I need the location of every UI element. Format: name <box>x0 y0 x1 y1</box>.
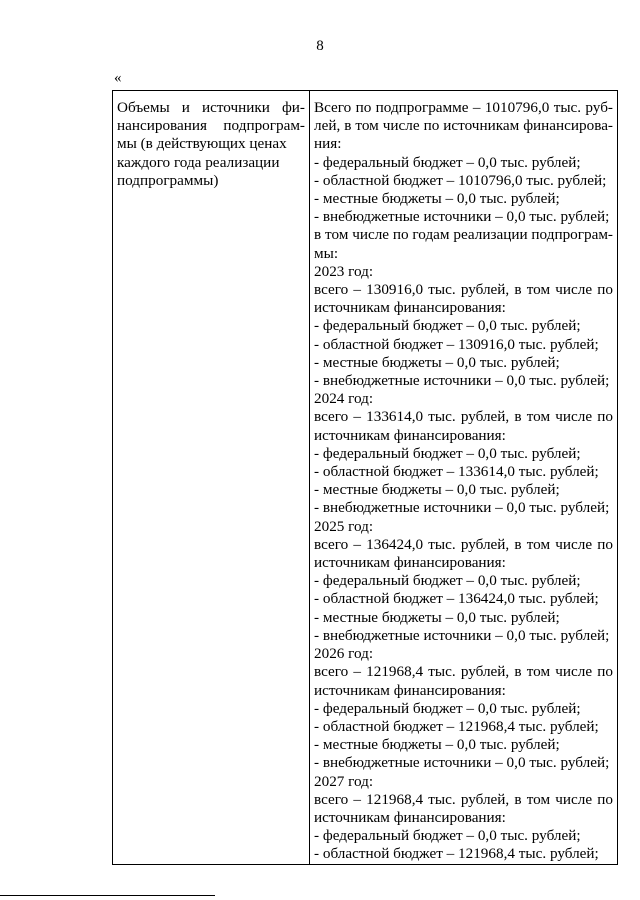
content-line: источникам финансирования: <box>314 426 506 444</box>
content-line: всего – 121968,4 тыс. рублей, в том числе по <box>314 790 613 808</box>
content-line: всего – 133614,0 тыс. рублей, в том числе по <box>314 408 613 426</box>
content-line: Всего по подпрограмме – 1010796,0 тыс. руб- <box>314 99 613 116</box>
content-line: всего – 136424,0 тыс. рублей, в том числе по <box>314 535 613 553</box>
content-line: в том числе по годам реализации подпрограм- <box>314 226 613 244</box>
content-line: - местные бюджеты – 0,0 тыс. рублей; <box>314 353 560 371</box>
content-line: - областной бюджет – 133614,0 тыс. рублей; <box>314 463 599 481</box>
table-cell-content <box>310 91 618 865</box>
content-line: - внебюджетные источники – 0,0 тыс. рублей; <box>314 372 610 390</box>
content-line: 2024 год: <box>314 390 374 408</box>
content-line: - местные бюджеты – 0,0 тыс. рублей; <box>314 608 560 626</box>
content-line: - федеральный бюджет – 0,0 тыс. рублей; <box>314 317 581 335</box>
table-row <box>113 91 618 865</box>
content-line: - федеральный бюджет – 0,0 тыс. рублей; <box>314 444 581 462</box>
content-line: - внебюджетные источники – 0,0 тыс. рублей; <box>314 626 610 644</box>
content-line: всего – 130916,0 тыс. рублей, в том числе по <box>314 281 613 299</box>
content-line: источникам финансирования: <box>314 554 506 572</box>
content-line: - внебюджетные источники – 0,0 тыс. рублей; <box>314 499 610 517</box>
content-line: 2023 год: <box>314 262 374 280</box>
content-line: - областной бюджет – 121968,4 тыс. рублей; <box>314 717 599 735</box>
content-line: - внебюджетные источники – 0,0 тыс. рублей; <box>314 754 610 772</box>
content-line: - федеральный бюджет – 0,0 тыс. рублей; <box>314 827 581 845</box>
content-line: - областной бюджет – 121968,4 тыс. рублей; <box>314 845 599 863</box>
opening-quote-mark: « <box>114 70 122 86</box>
content-line: - областной бюджет – 136424,0 тыс. рублей; <box>314 590 599 608</box>
content-line: - внебюджетные источники – 0,0 тыс. рублей; <box>314 208 610 226</box>
content-line: лей, в том числе по источникам финансирова- <box>314 117 613 135</box>
content-line: источникам финансирования: <box>314 808 506 826</box>
content-line: - местные бюджеты – 0,0 тыс. рублей; <box>314 190 560 208</box>
content-line: 2025 год: <box>314 517 374 535</box>
content-line: - местные бюджеты – 0,0 тыс. рублей; <box>314 736 560 754</box>
content-line: - федеральный бюджет – 0,0 тыс. рублей; <box>314 699 581 717</box>
content-line: - федеральный бюджет – 0,0 тыс. рублей; <box>314 572 581 590</box>
funding-table <box>112 90 618 865</box>
table-cell-label <box>113 91 310 865</box>
content-line: 2027 год: <box>314 772 374 790</box>
content-line: ния: <box>314 135 342 153</box>
content-line: источникам финансирования: <box>314 681 506 699</box>
label-line: каждого года реализации <box>117 153 280 171</box>
content-line: 2026 год: <box>314 645 374 663</box>
label-line: нансирования подпрограм- <box>117 117 305 135</box>
content-line: мы: <box>314 244 339 262</box>
page-number: 8 <box>316 38 324 54</box>
label-line: мы (в действующих ценах <box>117 135 287 153</box>
content-line: - областной бюджет – 130916,0 тыс. рублей; <box>314 335 599 353</box>
content-line: - федеральный бюджет – 0,0 тыс. рублей; <box>314 153 581 171</box>
footnote-rule <box>0 895 215 896</box>
content-line: - местные бюджеты – 0,0 тыс. рублей; <box>314 481 560 499</box>
content-line: всего – 121968,4 тыс. рублей, в том числе по <box>314 663 613 681</box>
label-line: Объемы и источники фи- <box>117 99 305 116</box>
content-line: источникам финансирования: <box>314 299 506 317</box>
label-line: подпрограммы) <box>117 171 219 189</box>
content-line: - областной бюджет – 1010796,0 тыс. рублей; <box>314 171 607 189</box>
